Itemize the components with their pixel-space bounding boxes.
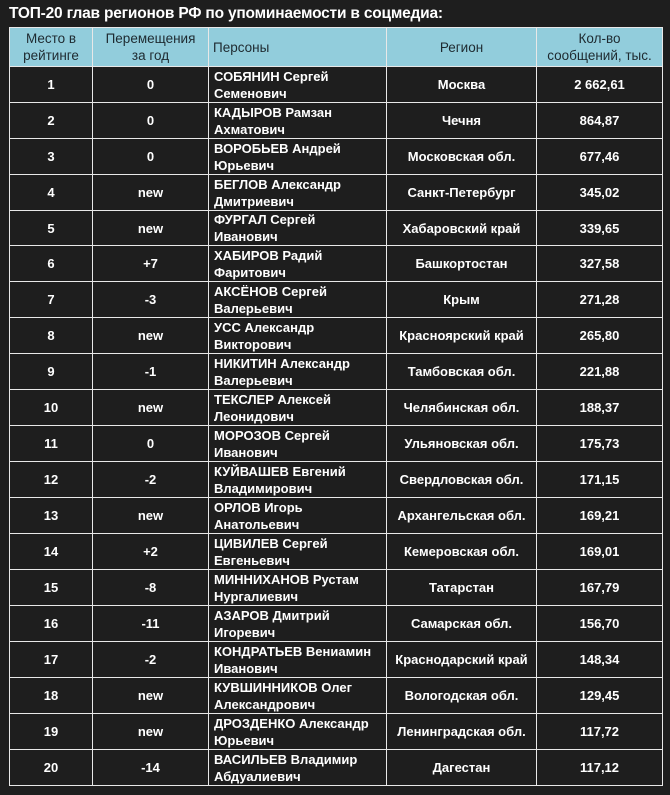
cell-person: КАДЫРОВ Рамзан Ахматович <box>209 103 387 139</box>
cell-person: КУВШИННИКОВ Олег Александрович <box>209 678 387 714</box>
cell-move: +2 <box>93 534 209 570</box>
header-person: Персоны <box>209 28 387 67</box>
table-row <box>10 318 663 354</box>
page-title: ТОП-20 глав регионов РФ по упоминаемости в соцмедиа: <box>9 5 443 22</box>
cell-person: БЕГЛОВ Александр Дмитриевич <box>209 175 387 211</box>
cell-region: Хабаровский край <box>387 211 537 246</box>
cell-person: ОРЛОВ Игорь Анатольевич <box>209 498 387 534</box>
cell-count: 169,21 <box>537 498 663 534</box>
table-row <box>10 67 663 103</box>
table-row <box>10 570 663 606</box>
table-row <box>10 606 663 642</box>
cell-rank: 8 <box>10 318 93 354</box>
cell-count: 345,02 <box>537 175 663 211</box>
cell-move: new <box>93 498 209 534</box>
cell-person: ЦИВИЛЕВ Сергей Евгеньевич <box>209 534 387 570</box>
cell-region: Москва <box>387 67 537 103</box>
cell-move: -14 <box>93 750 209 786</box>
cell-move: 0 <box>93 103 209 139</box>
table-header <box>10 28 663 67</box>
cell-region: Вологодская обл. <box>387 678 537 714</box>
cell-rank: 20 <box>10 750 93 786</box>
cell-count: 169,01 <box>537 534 663 570</box>
cell-person: КОНДРАТЬЕВ Вениамин Иванович <box>209 642 387 678</box>
cell-count: 129,45 <box>537 678 663 714</box>
cell-rank: 7 <box>10 282 93 318</box>
cell-region: Самарская обл. <box>387 606 537 642</box>
cell-region: Ульяновская обл. <box>387 426 537 462</box>
cell-rank: 18 <box>10 678 93 714</box>
header-region: Регион <box>387 28 537 67</box>
cell-region: Красноярский край <box>387 318 537 354</box>
cell-count: 171,15 <box>537 462 663 498</box>
cell-region: Архангельская обл. <box>387 498 537 534</box>
cell-count: 2 662,61 <box>537 67 663 103</box>
cell-person: ТЕКСЛЕР Алексей Леонидович <box>209 390 387 426</box>
cell-region: Дагестан <box>387 750 537 786</box>
cell-rank: 17 <box>10 642 93 678</box>
cell-person: ДРОЗДЕНКО Александр Юрьевич <box>209 714 387 750</box>
cell-move: -3 <box>93 282 209 318</box>
cell-count: 271,28 <box>537 282 663 318</box>
cell-count: 864,87 <box>537 103 663 139</box>
cell-person: ВАСИЛЬЕВ Владимир Абдуалиевич <box>209 750 387 786</box>
cell-move: -2 <box>93 642 209 678</box>
table-row <box>10 282 663 318</box>
table-row <box>10 462 663 498</box>
cell-count: 221,88 <box>537 354 663 390</box>
cell-person: МИННИХАНОВ Рустам Нургалиевич <box>209 570 387 606</box>
cell-region: Башкортостан <box>387 246 537 282</box>
cell-rank: 15 <box>10 570 93 606</box>
table-row <box>10 534 663 570</box>
cell-move: -1 <box>93 354 209 390</box>
cell-count: 117,12 <box>537 750 663 786</box>
header-row <box>10 28 663 67</box>
cell-count: 677,46 <box>537 139 663 175</box>
cell-region: Московская обл. <box>387 139 537 175</box>
cell-move: new <box>93 714 209 750</box>
cell-move: 0 <box>93 426 209 462</box>
cell-move: 0 <box>93 67 209 103</box>
cell-move: 0 <box>93 139 209 175</box>
cell-count: 148,34 <box>537 642 663 678</box>
cell-rank: 1 <box>10 67 93 103</box>
table-row <box>10 211 663 246</box>
cell-person: НИКИТИН Александр Валерьевич <box>209 354 387 390</box>
cell-region: Чечня <box>387 103 537 139</box>
table-row <box>10 390 663 426</box>
header-move: Перемещения за год <box>93 28 209 67</box>
header-count: Кол-во сообщений, тыс. <box>537 28 663 67</box>
cell-person: СОБЯНИН Сергей Семенович <box>209 67 387 103</box>
cell-rank: 10 <box>10 390 93 426</box>
cell-region: Татарстан <box>387 570 537 606</box>
rating-table <box>9 27 663 786</box>
cell-move: new <box>93 175 209 211</box>
cell-move: new <box>93 390 209 426</box>
cell-rank: 9 <box>10 354 93 390</box>
cell-rank: 4 <box>10 175 93 211</box>
cell-move: new <box>93 211 209 246</box>
table-row <box>10 354 663 390</box>
cell-person: ВОРОБЬЕВ Андрей Юрьевич <box>209 139 387 175</box>
cell-person: УСС Александр Викторович <box>209 318 387 354</box>
table-row <box>10 714 663 750</box>
table-body <box>10 67 663 786</box>
table-row <box>10 498 663 534</box>
cell-region: Санкт-Петербург <box>387 175 537 211</box>
cell-count: 167,79 <box>537 570 663 606</box>
cell-count: 156,70 <box>537 606 663 642</box>
table-row <box>10 678 663 714</box>
cell-rank: 5 <box>10 211 93 246</box>
table-row <box>10 246 663 282</box>
table-row <box>10 426 663 462</box>
cell-region: Тамбовская обл. <box>387 354 537 390</box>
cell-move: +7 <box>93 246 209 282</box>
cell-rank: 14 <box>10 534 93 570</box>
cell-person: ФУРГАЛ Сергей Иванович <box>209 211 387 246</box>
cell-count: 117,72 <box>537 714 663 750</box>
table-row <box>10 642 663 678</box>
cell-region: Свердловская обл. <box>387 462 537 498</box>
cell-count: 327,58 <box>537 246 663 282</box>
cell-count: 175,73 <box>537 426 663 462</box>
cell-person: КУЙВАШЕВ Евгений Владимирович <box>209 462 387 498</box>
cell-rank: 13 <box>10 498 93 534</box>
cell-count: 188,37 <box>537 390 663 426</box>
table-row <box>10 139 663 175</box>
cell-region: Кемеровская обл. <box>387 534 537 570</box>
cell-person: АЗАРОВ Дмитрий Игоревич <box>209 606 387 642</box>
cell-move: new <box>93 318 209 354</box>
table-row <box>10 175 663 211</box>
cell-move: -2 <box>93 462 209 498</box>
cell-rank: 6 <box>10 246 93 282</box>
cell-region: Крым <box>387 282 537 318</box>
table-row <box>10 750 663 786</box>
cell-move: new <box>93 678 209 714</box>
cell-move: -11 <box>93 606 209 642</box>
cell-rank: 3 <box>10 139 93 175</box>
cell-move: -8 <box>93 570 209 606</box>
cell-rank: 16 <box>10 606 93 642</box>
header-rank: Место в рейтинге <box>10 28 93 67</box>
cell-person: МОРОЗОВ Сергей Иванович <box>209 426 387 462</box>
cell-rank: 2 <box>10 103 93 139</box>
cell-region: Краснодарский край <box>387 642 537 678</box>
cell-rank: 12 <box>10 462 93 498</box>
table-row <box>10 103 663 139</box>
cell-rank: 11 <box>10 426 93 462</box>
cell-person: АКСЁНОВ Сергей Валерьевич <box>209 282 387 318</box>
cell-count: 339,65 <box>537 211 663 246</box>
cell-person: ХАБИРОВ Радий Фаритович <box>209 246 387 282</box>
cell-region: Ленинградская обл. <box>387 714 537 750</box>
cell-count: 265,80 <box>537 318 663 354</box>
cell-rank: 19 <box>10 714 93 750</box>
cell-region: Челябинская обл. <box>387 390 537 426</box>
